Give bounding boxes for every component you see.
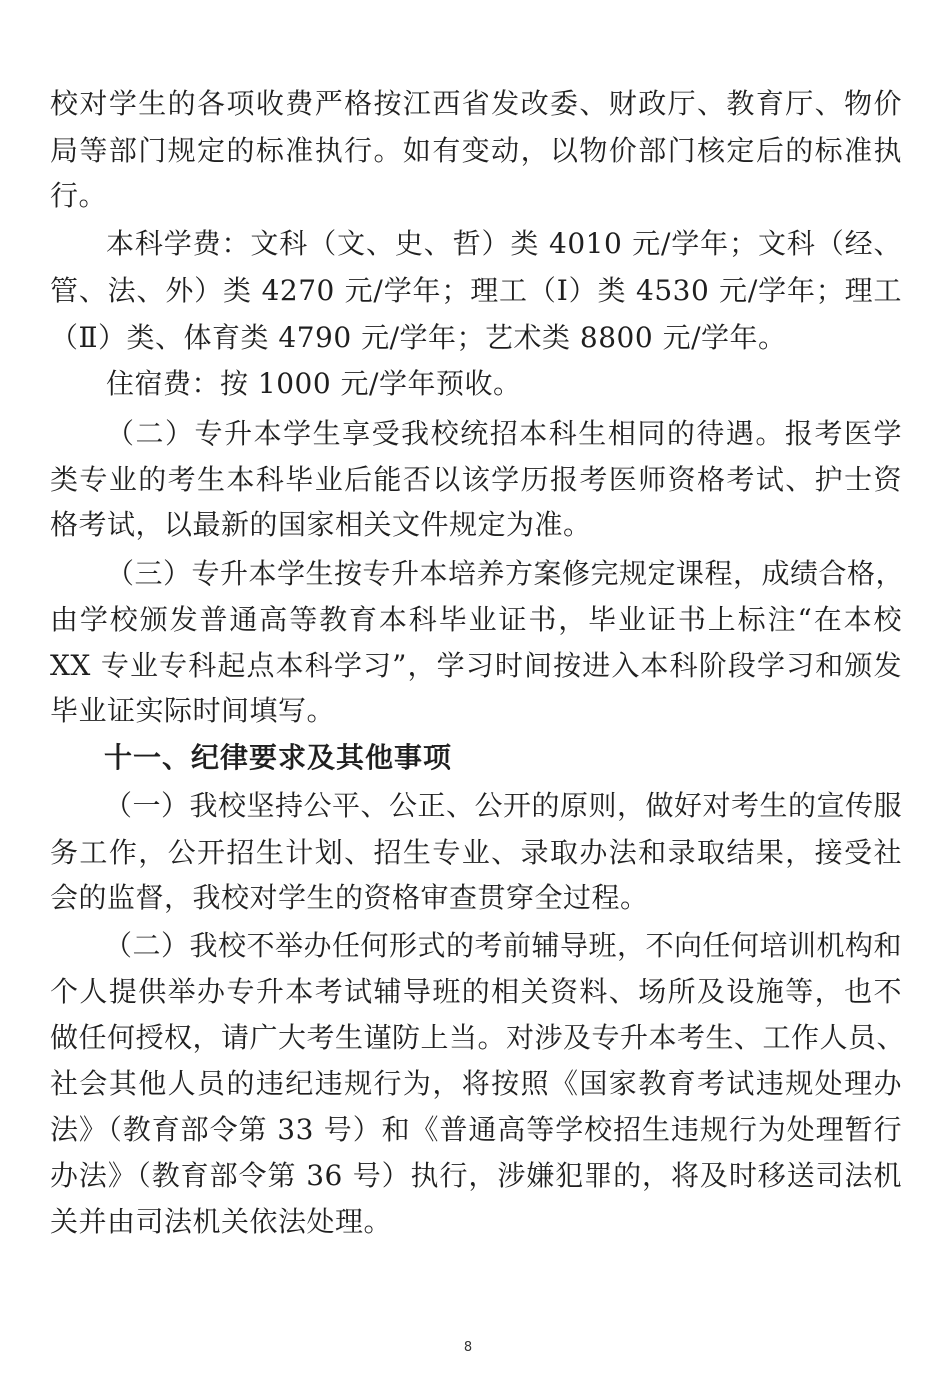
- text-line: 由学校颁发普通高等教育本科毕业证书，毕业证书上标注“在本校: [50, 603, 902, 636]
- text-line: 住宿费：按 1000 元/学年预收。: [106, 367, 522, 400]
- text-line: 局等部门规定的标准执行。如有变动，以物价部门核定后的标准执: [50, 134, 902, 167]
- text-line: 办法》（教育部令第 36 号）执行，涉嫌犯罪的，将及时移送司法机: [50, 1159, 902, 1192]
- page-number: 8: [463, 1340, 473, 1355]
- text-line: 社会其他人员的违纪违规行为，将按照《国家教育考试违规处理办: [50, 1067, 902, 1100]
- text-line: 本科学费：文科（文、史、哲）类 4010 元/学年；文科（经、: [106, 227, 902, 260]
- text-line: 会的监督，我校对学生的资格审查贯穿全过程。: [50, 881, 649, 914]
- text-line: （Ⅱ）类、体育类 4790 元/学年；艺术类 8800 元/学年。: [50, 321, 787, 354]
- text-line: 类专业的考生本科毕业后能否以该学历报考医师资格考试、护士资: [50, 463, 902, 496]
- section-heading: 十一、纪律要求及其他事项: [104, 741, 453, 774]
- text-line: （三）专升本学生按专升本培养方案修完规定课程，成绩合格，: [106, 557, 905, 590]
- text-line: 校对学生的各项收费严格按江西省发改委、财政厅、教育厅、物价: [50, 87, 902, 120]
- text-line: 格考试，以最新的国家相关文件规定为准。: [50, 508, 592, 541]
- text-line: （二）专升本学生享受我校统招本科生相同的待遇。报考医学: [106, 417, 902, 450]
- text-line: （二）我校不举办任何形式的考前辅导班，不向任何培训机构和: [104, 929, 903, 962]
- text-line: 做任何授权，请广大考生谨防上当。对涉及专升本考生、工作人员、: [50, 1021, 906, 1054]
- text-line: 务工作，公开招生计划、招生专业、录取办法和录取结果，接受社: [50, 836, 902, 869]
- text-line: 关并由司法机关依法处理。: [50, 1205, 393, 1238]
- text-line: 管、法、外）类 4270 元/学年；理工（Ⅰ）类 4530 元/学年；理工: [50, 274, 902, 307]
- text-line: 行。: [50, 179, 108, 212]
- text-line: 毕业证实际时间填写。: [50, 694, 336, 727]
- text-line: 个人提供举办专升本考试辅导班的相关资料、场所及设施等，也不: [50, 975, 902, 1008]
- text-line: 法》（教育部令第 33 号）和《普通高等学校招生违规行为处理暂行: [50, 1113, 902, 1146]
- text-line: XX 专业专科起点本科学习”，学习时间按进入本科阶段学习和颁发: [50, 649, 902, 682]
- text-line: （一）我校坚持公平、公正、公开的原则，做好对考生的宣传服: [104, 789, 903, 822]
